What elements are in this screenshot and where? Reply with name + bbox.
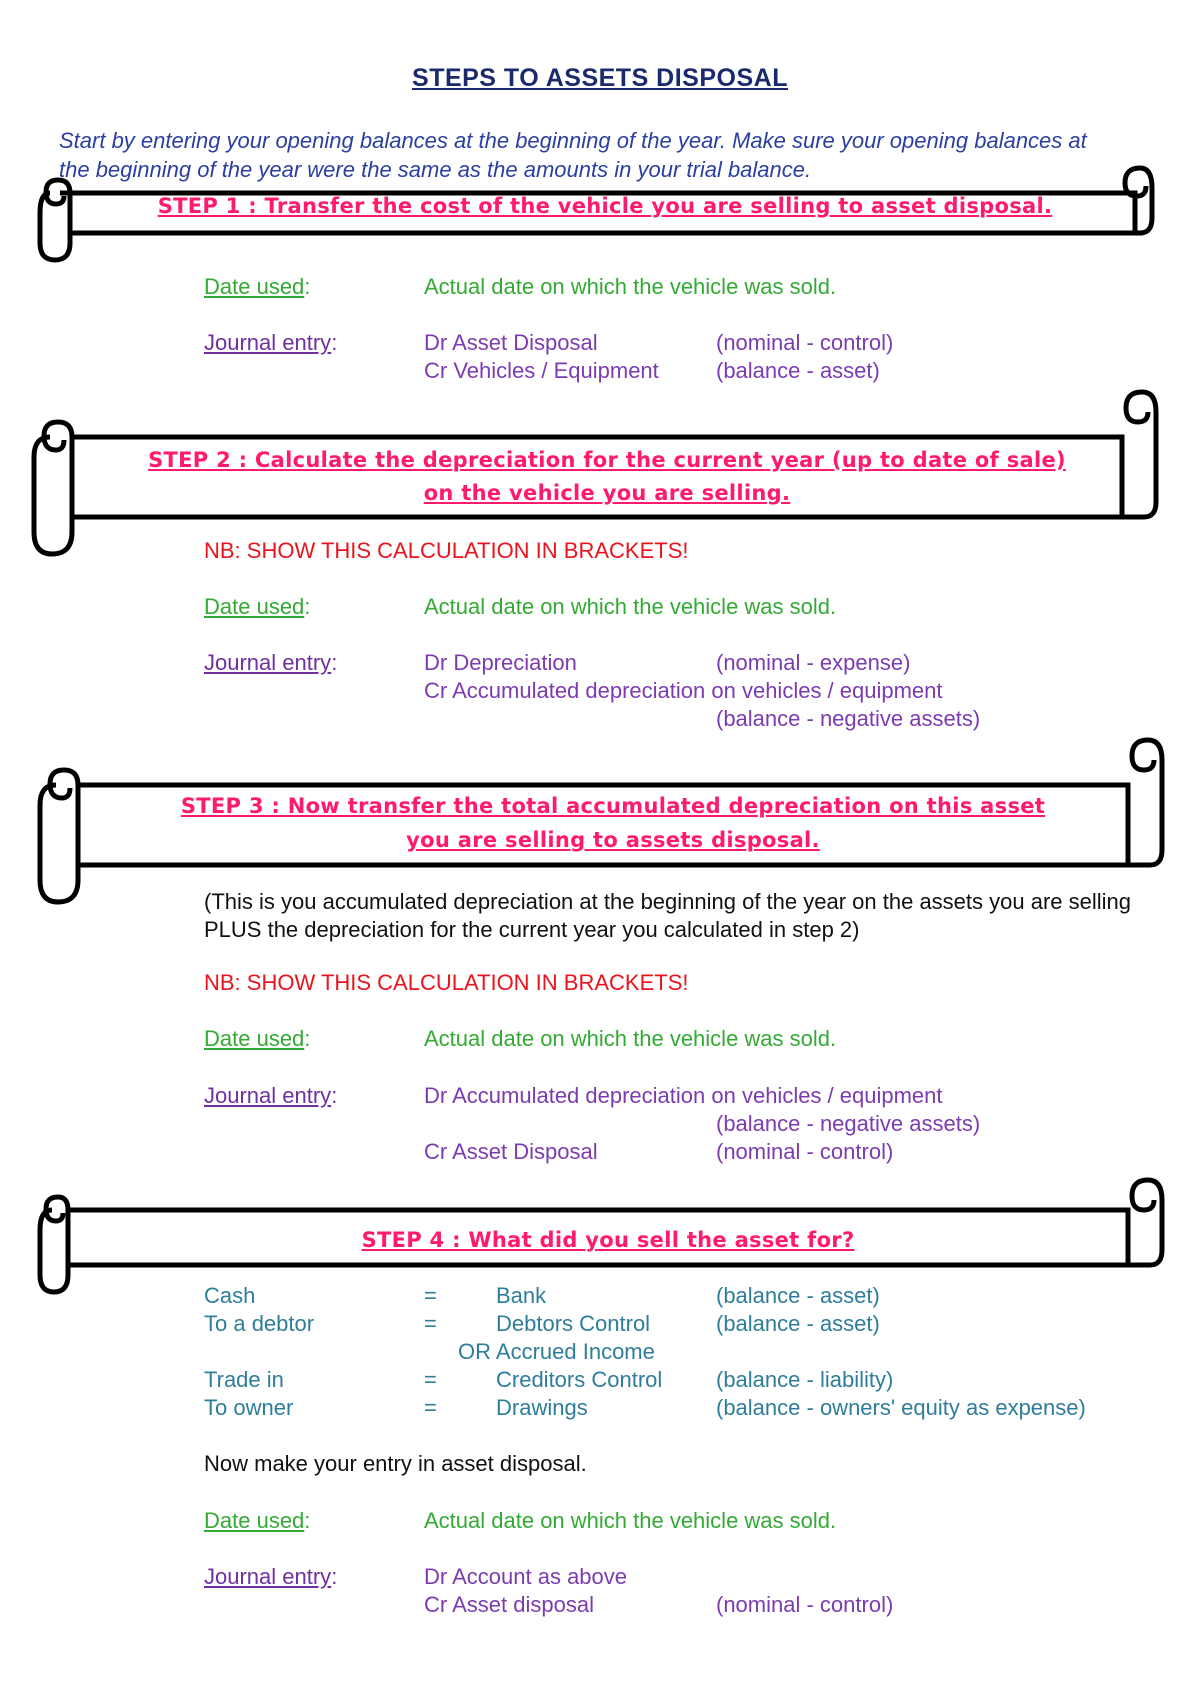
account-cell: Debtors Control (496, 1311, 651, 1336)
step3-heading-line1: STEP 3 : Now transfer the total accumulated depreciation on this asset (180, 794, 1046, 818)
step2-heading-line2: on the vehicle you are selling. (423, 481, 791, 505)
step4-dr: Dr Account as above (424, 1564, 628, 1589)
equals-cell: = (424, 1283, 437, 1308)
type-cell: (balance - owners' equity as expense) (716, 1395, 1086, 1420)
step1-cr: Cr Vehicles / Equipment (424, 358, 659, 383)
type-cell: (balance - asset) (716, 1311, 880, 1336)
method-cell: To a debtor (204, 1311, 315, 1336)
step2-heading-line1: STEP 2 : Calculate the depreciation for the current year (up to date of sale) (148, 448, 1066, 472)
step3-banner (38, 740, 1168, 910)
page-title: STEPS TO ASSETS DISPOSAL (412, 64, 788, 92)
step3-cr-type: (nominal - control) (716, 1139, 894, 1164)
date-used-value: Actual date on which the vehicle was sold. (424, 1508, 837, 1533)
date-used-value: Actual date on which the vehicle was sold. (424, 594, 837, 619)
account-cell: Creditors Control (496, 1367, 663, 1392)
type-cell: (balance - asset) (716, 1283, 880, 1308)
step1-cr-type: (balance - asset) (716, 358, 880, 383)
step4-heading: STEP 4 : What did you sell the asset for? (361, 1228, 855, 1252)
step1-banner (40, 168, 1170, 268)
journal-entry-label: Journal entry: (204, 650, 338, 675)
step3-nb: NB: SHOW THIS CALCULATION IN BRACKETS! (204, 970, 689, 995)
step1-heading: STEP 1 : Transfer the cost of the vehicle you are selling to asset disposal. (157, 194, 1053, 218)
type-cell: (balance - liability) (716, 1367, 894, 1392)
date-used-label: Date used: (204, 1508, 311, 1533)
step2-cr: Cr Accumulated depreciation on vehicles / equipment (424, 678, 943, 703)
intro-paragraph: Start by entering your opening balances at the beginning of the year. Make sure your opening balances at the beginning of the year were the same as the amounts in your trial balance. (59, 128, 1087, 182)
account-cell: OR Accrued Income (458, 1339, 655, 1364)
date-used-label: Date used: (204, 1026, 311, 1051)
equals-cell: = (424, 1367, 437, 1392)
journal-entry-label: Journal entry: (204, 1564, 338, 1589)
date-used-label: Date used: (204, 594, 311, 619)
step4-cr: Cr Asset disposal (424, 1592, 594, 1617)
method-cell: Cash (204, 1283, 256, 1308)
date-used-value: Actual date on which the vehicle was sold. (424, 274, 837, 299)
step2-nb: NB: SHOW THIS CALCULATION IN BRACKETS! (204, 538, 689, 563)
account-cell: Drawings (496, 1395, 588, 1420)
journal-entry-label: Journal entry: (204, 1083, 338, 1108)
step1-dr-type: (nominal - control) (716, 330, 894, 355)
step3-dr: Dr Accumulated depreciation on vehicles / equipment (424, 1083, 943, 1108)
step1-dr: Dr Asset Disposal (424, 330, 598, 355)
method-cell: Trade in (204, 1367, 284, 1392)
step3-note: (This is you accumulated depreciation at the beginning of the year on the assets you are selling PLUS the depreciation for the current year you calculated in step 2) (204, 889, 1131, 942)
equals-cell: = (424, 1395, 437, 1420)
step4-now-text: Now make your entry in asset disposal. (204, 1451, 587, 1476)
step3-cr: Cr Asset Disposal (424, 1139, 598, 1164)
step2-cr-type: (balance - negative assets) (716, 706, 981, 731)
account-cell: Bank (496, 1283, 547, 1308)
journal-entry-label: Journal entry: (204, 330, 338, 355)
step3-heading-line2: you are selling to assets disposal. (406, 828, 820, 852)
equals-cell: = (424, 1311, 437, 1336)
method-cell: To owner (204, 1395, 294, 1420)
date-used-label: Date used: (204, 274, 311, 299)
date-used-value: Actual date on which the vehicle was sold. (424, 1026, 837, 1051)
step3-dr-type: (balance - negative assets) (716, 1111, 981, 1136)
step2-dr: Dr Depreciation (424, 650, 577, 675)
step2-banner (32, 392, 1162, 562)
step4-cr-type: (nominal - control) (716, 1592, 894, 1617)
step4-banner (38, 1180, 1168, 1300)
step2-dr-type: (nominal - expense) (716, 650, 911, 675)
